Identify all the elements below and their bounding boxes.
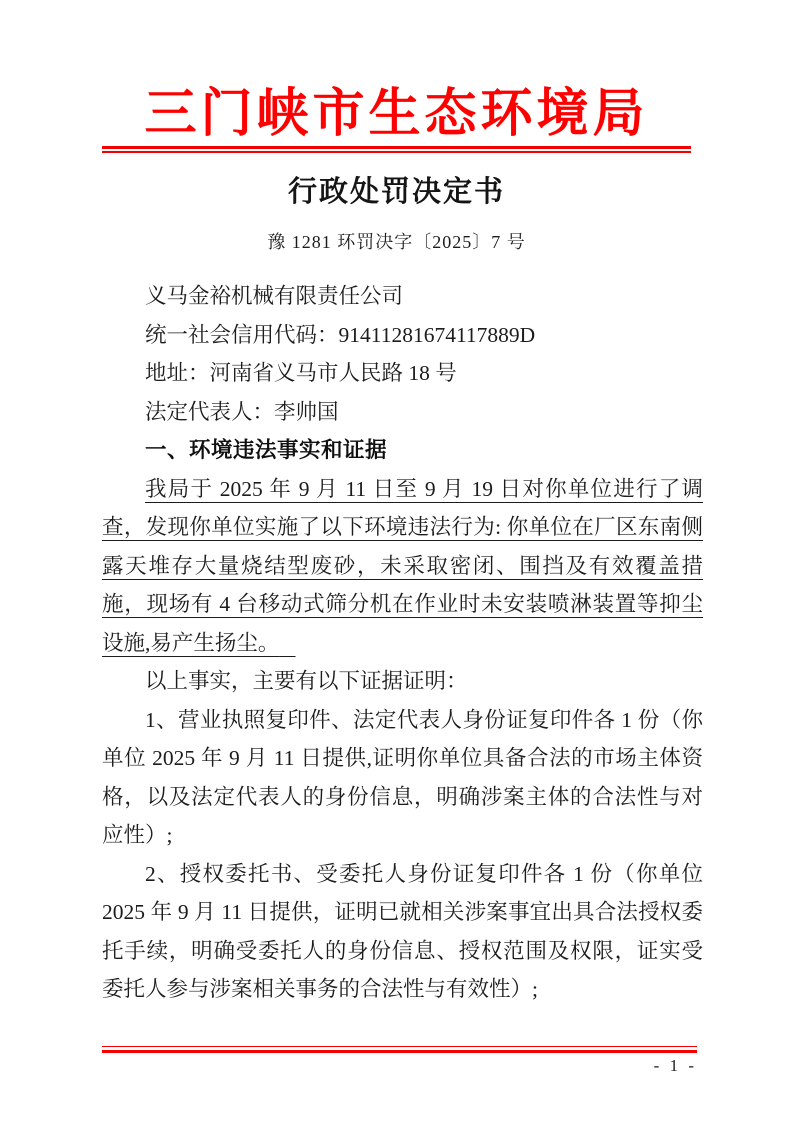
evidence-intro: 以上事实，主要有以下证据证明： xyxy=(145,669,468,693)
page-number: - 1 - xyxy=(653,1056,697,1075)
credit-code-line: 统一社会信用代码：91411281674117889D xyxy=(145,322,536,347)
letterhead-double-rule xyxy=(102,146,691,153)
document-body xyxy=(102,277,703,1009)
underline-tail xyxy=(279,631,295,655)
legal-rep-line: 法定代表人：李帅国 xyxy=(145,399,339,424)
org-name: 三门峡市生态环境局 xyxy=(144,86,649,143)
doc-title: 行政处罚决定书 xyxy=(287,176,505,208)
footer-double-rule xyxy=(102,1046,697,1053)
violation-finding-paragraph xyxy=(102,470,703,663)
company-name: 义马金裕机械有限责任公司 xyxy=(145,284,404,308)
evidence-item-2: 2、授权委托书、受委托人身份证复印件各 1 份（你单位 2025 年 9 月 11 日提供，证明已就相关涉案事宜出具合法授权委托手续，明确受委托人的身份信息、授权范围及权限，证实受委托人参与涉案相关事务的合法性与有效性）; xyxy=(102,861,703,1001)
doc-number: 豫 1281 环罚决字〔2025〕7 号 xyxy=(267,232,526,252)
evidence-item-1: 1、营业执照复印件、法定代表人身份证复印件各 1 份（你单位 2025 年 9 月 11 日提供,证明你单位具备合法的市场主体资格，以及法定代表人的身份信息，明确涉案主体的合法性与对应性）; xyxy=(102,707,703,847)
violation-finding-text: 我局于 2025 年 9 月 11 日至 9 月 19 日对你单位进行了调查，发现你单位实施了以下环境违法行为: 你单位在厂区东南侧露天堆存大量烧结型废砂，未采取密闭、围挡及有效覆盖措施，现场有 4 台移动式筛分机在作业时未安装喷淋装置等抑尘设施,易产生扬尘。 xyxy=(102,476,703,655)
address-line: 地址：河南省义马市人民路 18 号 xyxy=(145,361,457,385)
letterhead xyxy=(102,86,691,153)
section-heading-facts-evidence: 一、环境违法事实和证据 xyxy=(145,438,388,462)
